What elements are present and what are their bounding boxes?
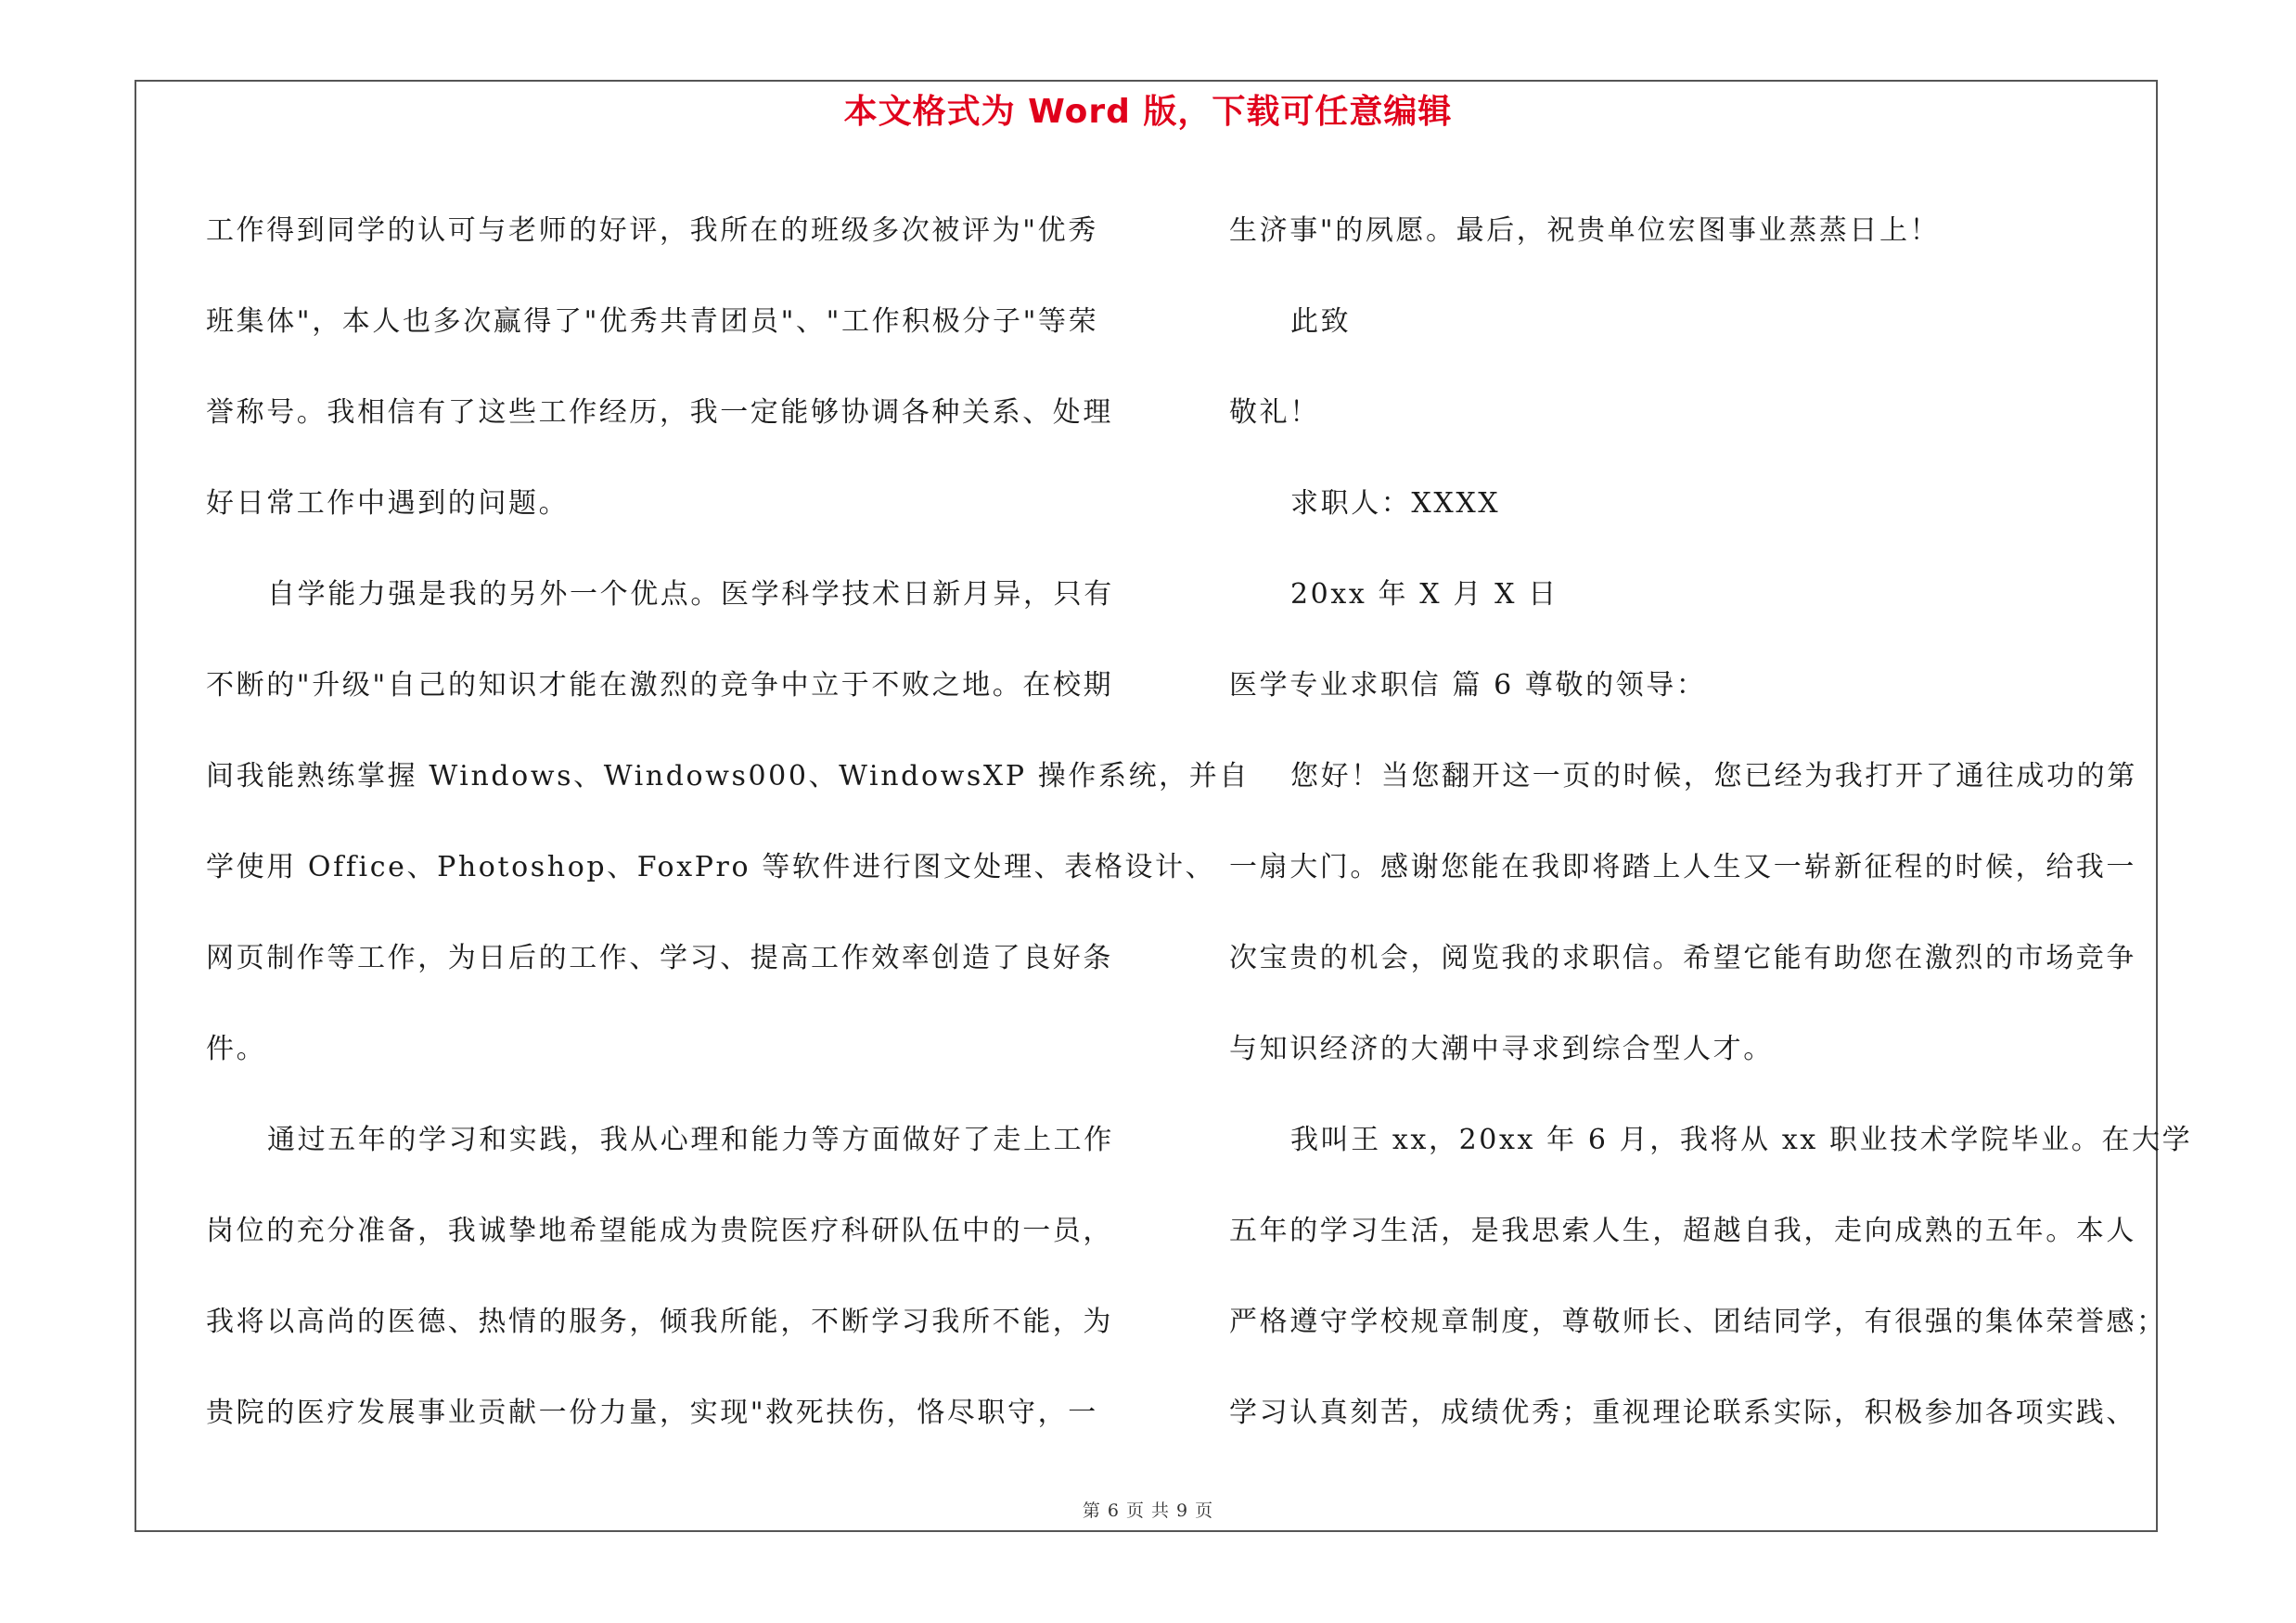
right-column [1229, 186, 2193, 1459]
text-line: 您好！当您翻开这一页的时候，您已经为我打开了通往成功的第 [1290, 760, 2137, 792]
text-line: 五年的学习生活，是我思索人生，超越自我，走向成熟的五年。本人 [1229, 1215, 2136, 1247]
text-line: 岗位的充分准备，我诚挚地希望能成为贵院医疗科研队伍中的一员， [206, 1215, 1113, 1247]
text-line: 好日常工作中遇到的问题。 [206, 487, 570, 520]
text-line: 间我能熟练掌握 Windows、Windows000、WindowsXP 操作系统，并自 [206, 760, 1250, 792]
salutation: 敬礼！ [1229, 396, 1320, 429]
text-line: 生济事"的夙愿。最后，祝贵单位宏图事业蒸蒸日上！ [1229, 214, 1941, 247]
text-line: 件。 [206, 1033, 267, 1065]
letter-date: 20xx 年 X 月 X 日 [1290, 578, 1558, 611]
closing-phrase: 此致 [1290, 305, 1352, 338]
text-line: 工作得到同学的认可与老师的好评，我所在的班级多次被评为"优秀 [206, 214, 1098, 247]
text-line: 学习认真刻苦，成绩优秀；重视理论联系实际，积极参加各项实践、 [1229, 1397, 2136, 1429]
applicant-signature: 求职人：XXXX [1290, 487, 1501, 520]
page-number-footer: 第 6 页 共 9 页 [1082, 1501, 1214, 1521]
text-line: 通过五年的学习和实践，我从心理和能力等方面做好了走上工作 [267, 1124, 1114, 1156]
text-line: 一扇大门。感谢您能在我即将踏上人生又一崭新征程的时候，给我一 [1229, 851, 2136, 883]
text-line: 我将以高尚的医德、热情的服务，倾我所能，不断学习我所不能，为 [206, 1306, 1113, 1338]
text-line: 誉称号。我相信有了这些工作经历，我一定能够协调各种关系、处理 [206, 396, 1113, 429]
text-line: 次宝贵的机会，阅览我的求职信。希望它能有助您在激烈的市场竞争 [1229, 942, 2136, 974]
format-notice-banner: 本文格式为 Word 版，下载可任意编辑 [843, 93, 1453, 131]
section-heading: 医学专业求职信 篇 6 尊敬的领导： [1229, 669, 1707, 702]
text-line: 我叫王 xx，20xx 年 6 月，我将从 xx 职业技术学院毕业。在大学 [1290, 1124, 2193, 1156]
text-line: 班集体"，本人也多次赢得了"优秀共青团员"、"工作积极分子"等荣 [206, 305, 1099, 338]
left-column [206, 186, 1250, 1459]
text-line: 不断的"升级"自己的知识才能在激烈的竞争中立于不败之地。在校期 [206, 669, 1114, 702]
text-line: 贵院的医疗发展事业贡献一份力量，实现"救死扶伤，恪尽职守，一 [206, 1397, 1098, 1429]
text-line: 自学能力强是我的另外一个优点。医学科学技术日新月异，只有 [267, 578, 1114, 611]
text-line: 严格遵守学校规章制度，尊敬师长、团结同学，有很强的集体荣誉感； [1229, 1306, 2167, 1338]
text-line: 网页制作等工作，为日后的工作、学习、提高工作效率创造了良好条 [206, 942, 1113, 974]
text-line: 与知识经济的大潮中寻求到综合型人才。 [1229, 1033, 1774, 1065]
text-line: 学使用 Office、Photoshop、FoxPro 等软件进行图文处理、表格设计、 [206, 851, 1216, 883]
